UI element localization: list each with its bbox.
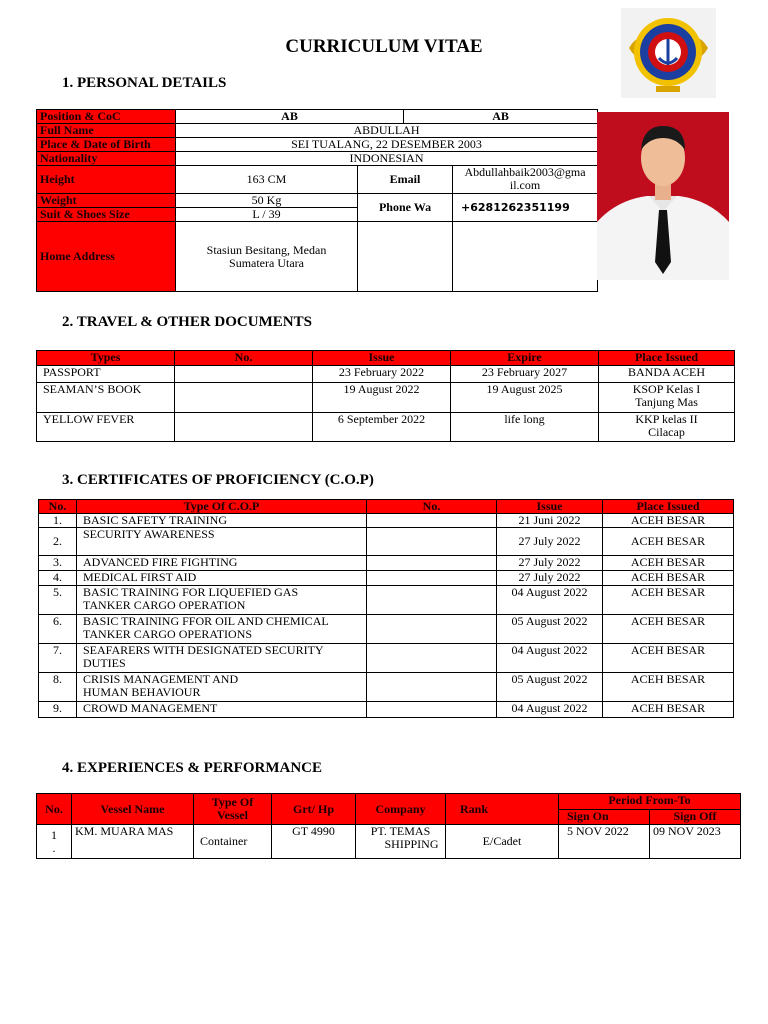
travel-header-no: No. [175, 351, 313, 366]
cop-place: ACEH BESAR [603, 528, 734, 556]
doc-place [599, 383, 735, 413]
travel-header-expire: Expire [451, 351, 599, 366]
table-row [37, 366, 735, 383]
cop-header-number: No. [367, 500, 497, 514]
cop-issue: 27 July 2022 [497, 528, 603, 556]
table-row [37, 825, 741, 859]
exp-header-type [194, 794, 272, 825]
cop-number [367, 586, 497, 615]
experience-table [36, 793, 741, 859]
address-line-1: Stasiun Besitang, Medan [206, 242, 327, 257]
cop-type [77, 571, 367, 586]
doc-issue: 23 February 2022 [313, 366, 451, 383]
weight-label: Weight [37, 194, 176, 208]
cop-number [367, 571, 497, 586]
section-heading-cop: 3. CERTIFICATES OF PROFICIENCY (C.O.P) [62, 472, 374, 488]
cop-no: 5. [39, 586, 77, 615]
birth-label: Place & Date of Birth [37, 138, 176, 152]
weight-value: 50 Kg [176, 194, 358, 208]
address-empty-cell-2 [453, 222, 598, 292]
email-label: Email [358, 166, 453, 194]
exp-header-signon: Sign On [559, 810, 650, 825]
profile-photo [597, 112, 729, 280]
travel-header-types: Types [37, 351, 175, 366]
doc-place-line-2: Tanjung Mas [635, 395, 698, 409]
exp-company-line-2: SHIPPING [384, 837, 439, 851]
section-heading-personal: 1. PERSONAL DETAILS [62, 75, 227, 91]
phone-label: Phone Wa [358, 194, 453, 222]
cop-type-line-1: BASIC TRAINING FOR LIQUEFIED GAS [83, 585, 299, 599]
email-value [453, 166, 598, 194]
exp-type: Container [194, 825, 272, 859]
cop-header-type: Type Of C.O.P [77, 500, 367, 514]
cop-issue: 27 July 2022 [497, 571, 603, 586]
cop-type-line-1: MEDICAL FIRST AID [83, 570, 197, 584]
cop-place: ACEH BESAR [603, 702, 734, 718]
doc-number [175, 366, 313, 383]
cop-number [367, 556, 497, 571]
address-empty-cell [358, 222, 453, 292]
cop-no: 7. [39, 644, 77, 673]
exp-company-line-1: PT. TEMAS [370, 824, 431, 838]
doc-place [599, 366, 735, 383]
cop-number [367, 644, 497, 673]
position-value-2: AB [404, 110, 598, 124]
suit-label: Suit & Shoes Size [37, 208, 176, 222]
fullname-value: ABDULLAH [176, 124, 598, 138]
cop-number [367, 528, 497, 556]
table-row [37, 413, 735, 442]
cop-type [77, 673, 367, 702]
exp-no [37, 825, 72, 859]
cop-number [367, 702, 497, 718]
exp-header-rank: Rank [446, 794, 559, 825]
doc-place-line-2: Cilacap [648, 425, 685, 439]
doc-expire: 23 February 2027 [451, 366, 599, 383]
cop-no: 6. [39, 615, 77, 644]
cop-place: ACEH BESAR [603, 514, 734, 528]
cop-no: 3. [39, 556, 77, 571]
email-line-2: il.com [509, 178, 541, 192]
table-row [37, 383, 735, 413]
exp-header-no: No. [37, 794, 72, 825]
cop-type [77, 514, 367, 528]
cop-type-line-2: TANKER CARGO OPERATIONS [83, 627, 253, 641]
cop-table [38, 499, 734, 718]
exp-company [356, 825, 446, 859]
cop-number [367, 673, 497, 702]
section-heading-travel: 2. TRAVEL & OTHER DOCUMENTS [62, 314, 312, 330]
cop-no: 2. [39, 528, 77, 556]
cop-type-line-2: HUMAN BEHAVIOUR [83, 685, 201, 699]
table-row [39, 586, 734, 615]
nationality-value: INDONESIAN [176, 152, 598, 166]
cop-no: 4. [39, 571, 77, 586]
table-row [39, 556, 734, 571]
exp-vessel: KM. MUARA MAS [72, 825, 194, 859]
table-row [39, 702, 734, 718]
exp-no-line-2: . [52, 840, 56, 855]
cop-type [77, 556, 367, 571]
table-row [39, 644, 734, 673]
cop-place: ACEH BESAR [603, 644, 734, 673]
doc-expire: life long [451, 413, 599, 442]
doc-issue: 6 September 2022 [313, 413, 451, 442]
cop-place: ACEH BESAR [603, 673, 734, 702]
exp-grt: GT 4990 [272, 825, 356, 859]
cop-type-line-1: SEAFARERS WITH DESIGNATED SECURITY [83, 643, 324, 657]
suit-value: L / 39 [176, 208, 358, 222]
table-row [39, 528, 734, 556]
cop-type-line-2: TANKER CARGO OPERATION [83, 598, 246, 612]
doc-place-line-1: KSOP Kelas I [632, 382, 701, 396]
cop-place: ACEH BESAR [603, 571, 734, 586]
exp-header-type-line-1: Type Of [211, 795, 254, 809]
travel-documents-table [36, 350, 735, 442]
nationality-label: Nationality [37, 152, 176, 166]
exp-signon: 5 NOV 2022 [559, 825, 650, 859]
address-value [176, 222, 358, 292]
doc-place [599, 413, 735, 442]
table-row [39, 571, 734, 586]
cop-header-no: No. [39, 500, 77, 514]
doc-type: YELLOW FEVER [37, 413, 175, 442]
cop-issue: 05 August 2022 [497, 615, 603, 644]
doc-expire: 19 August 2025 [451, 383, 599, 413]
table-row [39, 673, 734, 702]
address-label: Home Address [37, 222, 176, 292]
cop-issue: 04 August 2022 [497, 702, 603, 718]
exp-header-type-line-2: Vessel [217, 808, 248, 822]
section-heading-experience: 4. EXPERIENCES & PERFORMANCE [62, 760, 323, 776]
cop-issue: 05 August 2022 [497, 673, 603, 702]
personal-details-table [36, 109, 598, 292]
exp-rank: E/Cadet [446, 825, 559, 859]
exp-header-vessel: Vessel Name [72, 794, 194, 825]
cop-header-issue: Issue [497, 500, 603, 514]
exp-header-company: Company [356, 794, 446, 825]
cop-no: 1. [39, 514, 77, 528]
cop-type [77, 615, 367, 644]
birth-value: SEI TUALANG, 22 DESEMBER 2003 [176, 138, 598, 152]
table-row [39, 514, 734, 528]
cop-type [77, 586, 367, 615]
travel-header-place: Place Issued [599, 351, 735, 366]
exp-signoff: 09 NOV 2023 [650, 825, 741, 859]
cop-number [367, 514, 497, 528]
page-title: CURRICULUM VITAE [285, 36, 483, 57]
phone-value: +6281262351199 [453, 194, 598, 222]
doc-place-line-1: KKP kelas II [635, 412, 698, 426]
cop-type [77, 702, 367, 718]
exp-header-signoff: Sign Off [650, 810, 741, 825]
exp-no-line-1: 1 [51, 827, 57, 842]
cop-type-line-1: BASIC TRAINING FFOR OIL AND CHEMICAL [83, 614, 329, 628]
cop-header-place: Place Issued [603, 500, 734, 514]
position-value-1: AB [176, 110, 404, 124]
email-line-1: Abdullahbaik2003@gma [464, 165, 586, 179]
exp-header-period: Period From-To [559, 794, 741, 810]
cop-type-line-1: SECURITY AWARENESS [83, 527, 215, 541]
doc-number [175, 413, 313, 442]
fullname-label: Full Name [37, 124, 176, 138]
cop-type-line-2: DUTIES [83, 656, 126, 670]
cop-issue: 04 August 2022 [497, 586, 603, 615]
cop-place: ACEH BESAR [603, 615, 734, 644]
height-label: Height [37, 166, 176, 194]
position-label: Position & CoC [37, 110, 176, 124]
cop-type-line-1: ADVANCED FIRE FIGHTING [83, 555, 238, 569]
cop-place: ACEH BESAR [603, 586, 734, 615]
cop-issue: 27 July 2022 [497, 556, 603, 571]
doc-number [175, 383, 313, 413]
cop-type [77, 528, 367, 556]
cop-type-line-1: CRISIS MANAGEMENT AND [83, 672, 239, 686]
travel-header-issue: Issue [313, 351, 451, 366]
doc-place-line-1: BANDA ACEH [627, 365, 705, 379]
exp-header-grt: Grt/ Hp [272, 794, 356, 825]
cop-no: 9. [39, 702, 77, 718]
address-line-2: Sumatera Utara [229, 255, 304, 270]
cop-issue: 04 August 2022 [497, 644, 603, 673]
table-row [39, 615, 734, 644]
doc-issue: 19 August 2022 [313, 383, 451, 413]
cop-number [367, 615, 497, 644]
cop-issue: 21 Juni 2022 [497, 514, 603, 528]
cop-type-line-1: BASIC SAFETY TRAINING [83, 513, 228, 527]
cop-type [77, 644, 367, 673]
cop-type-line-1: CROWD MANAGEMENT [83, 701, 218, 715]
doc-type: PASSPORT [37, 366, 175, 383]
height-value: 163 CM [176, 166, 358, 194]
cop-no: 8. [39, 673, 77, 702]
cop-place: ACEH BESAR [603, 556, 734, 571]
doc-type: SEAMAN’S BOOK [37, 383, 175, 413]
